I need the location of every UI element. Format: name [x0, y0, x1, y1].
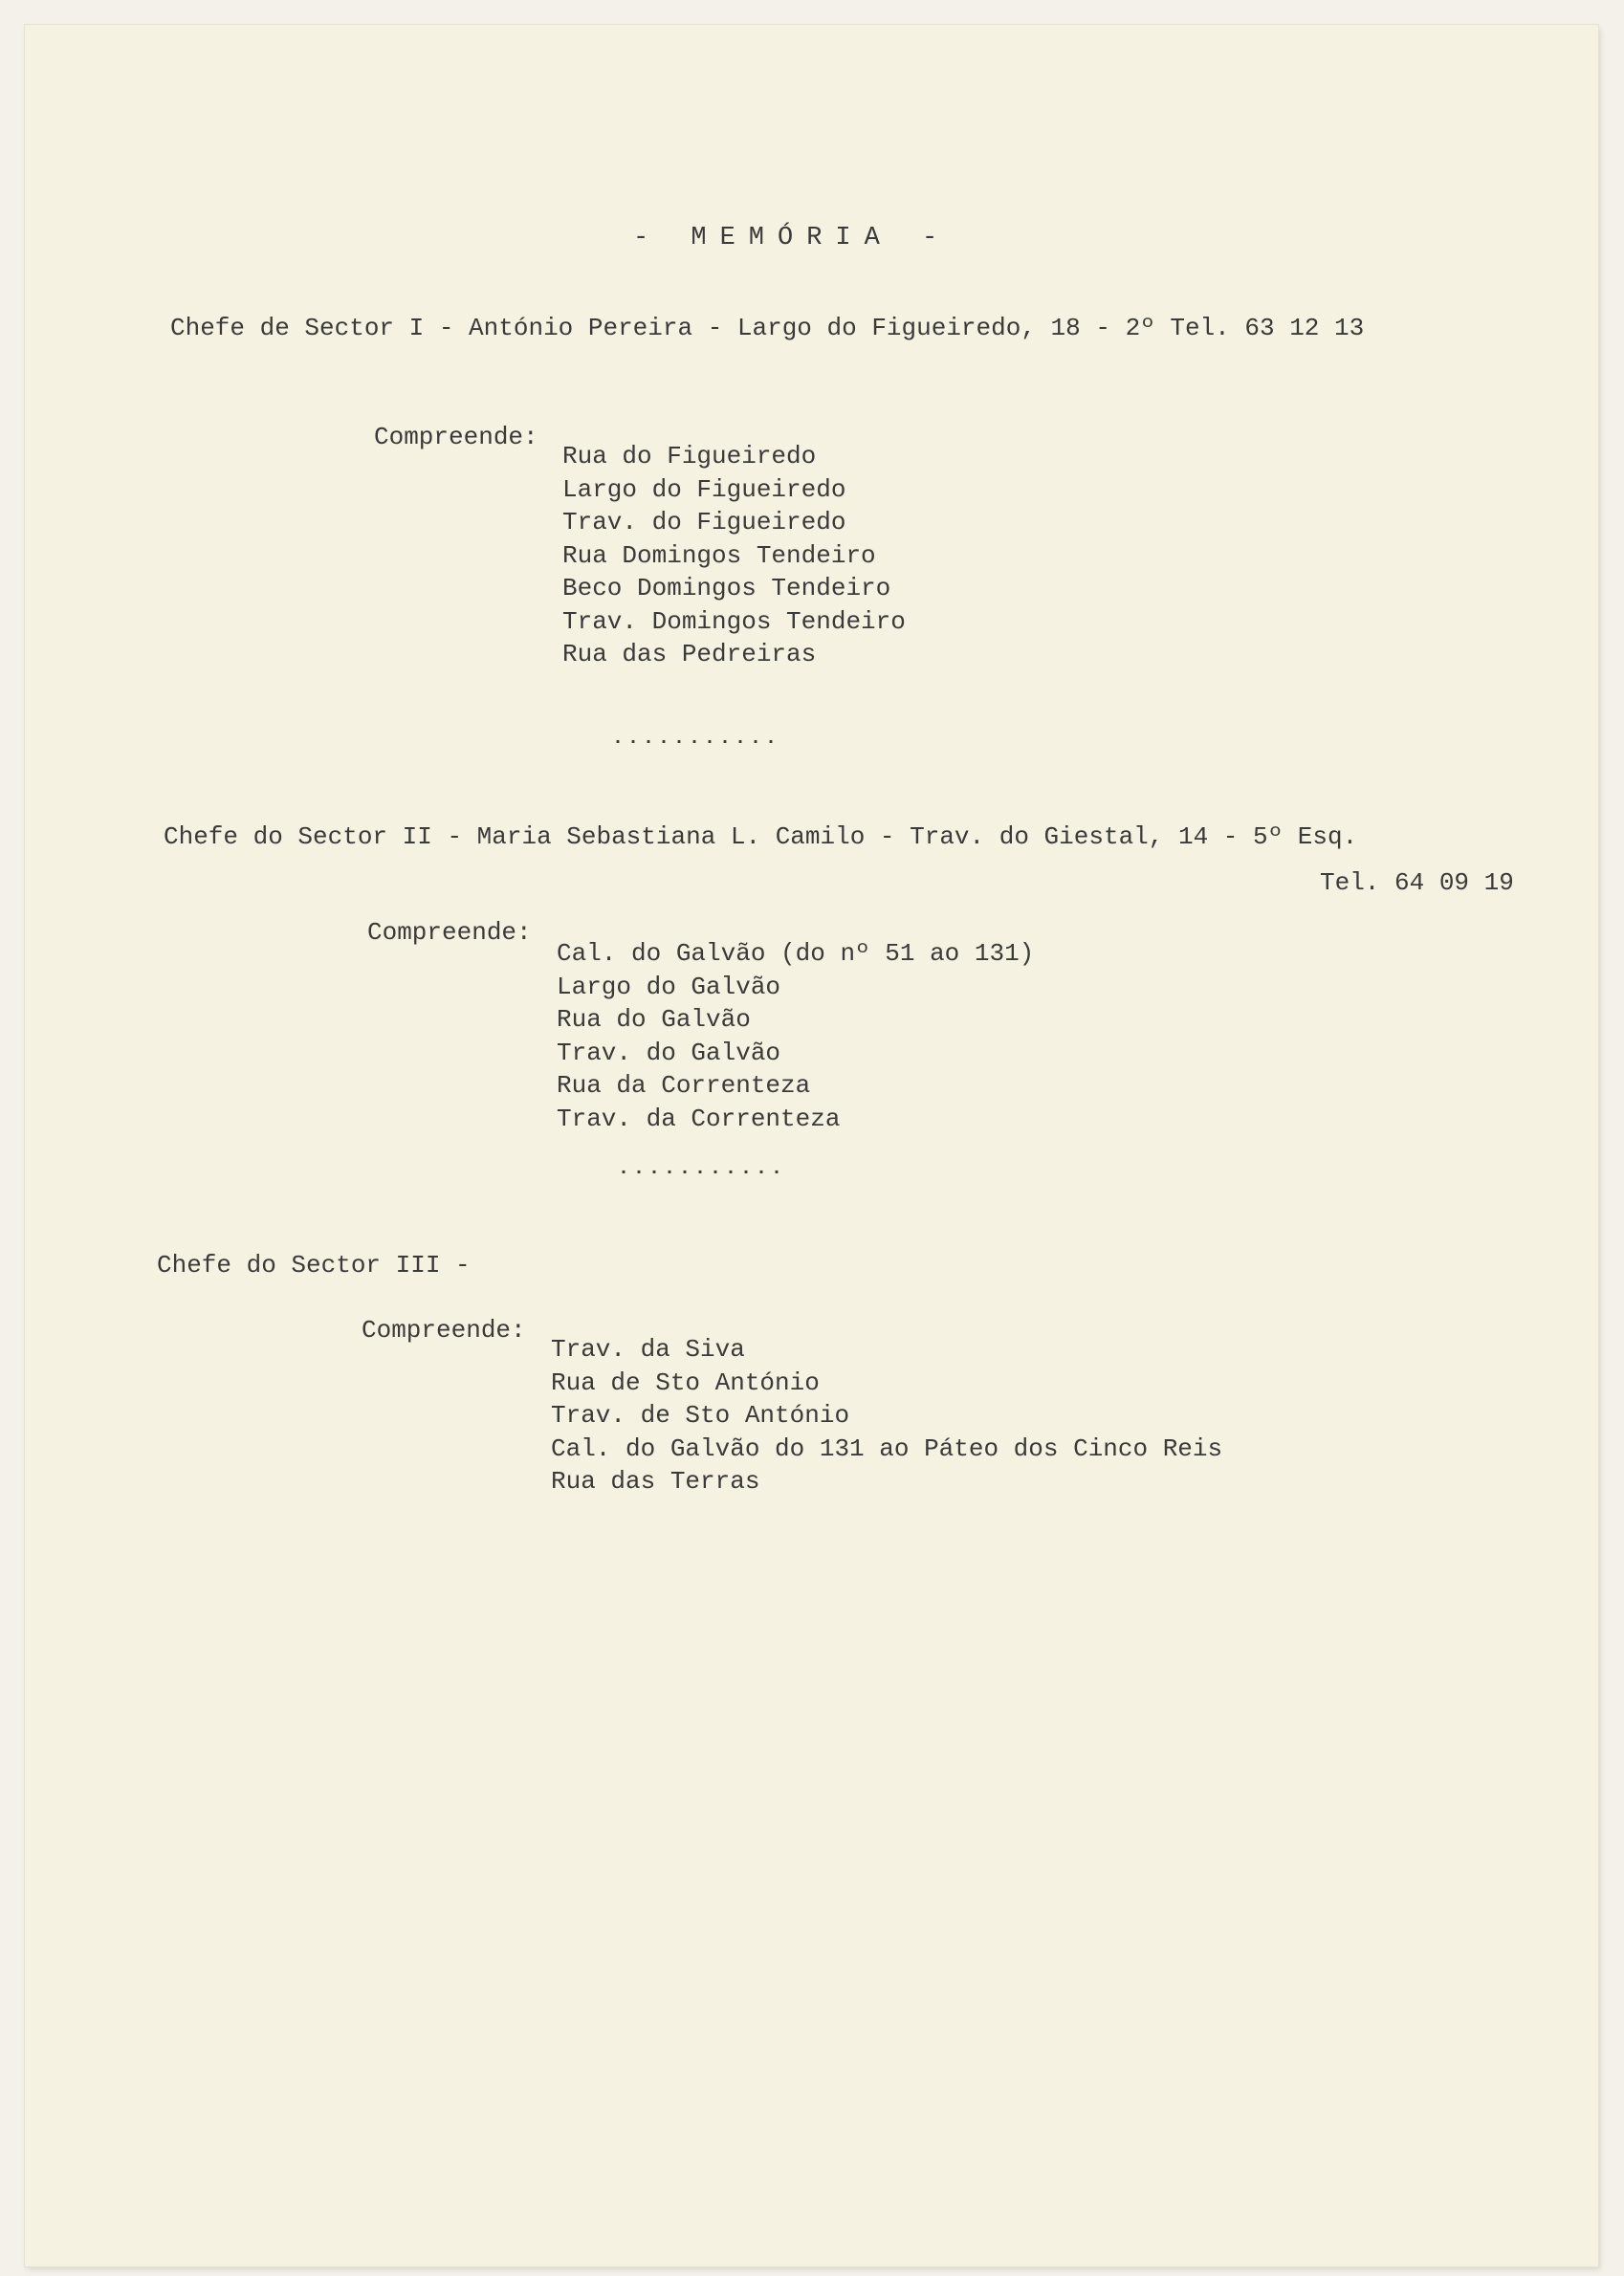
list-item: Rua das Pedreiras	[562, 640, 817, 668]
list-item: Trav. da Siva	[551, 1335, 745, 1364]
list-item: Cal. do Galvão do 131 ao Páteo dos Cinco Reis	[551, 1433, 1223, 1463]
sector-2-tel: Tel. 64 09 19	[1320, 868, 1514, 897]
list-item: Trav. Domingos Tendeiro	[562, 606, 906, 636]
list-item: Trav. da Correnteza	[557, 1104, 841, 1133]
list-item: Cal. do Galvão (do nº 51 ao 131)	[557, 939, 1035, 968]
sector-2-header: Chefe do Sector II - Maria Sebastiana L. Camilo - Trav. do Giestal, 14 - 5º Esq.	[164, 822, 1358, 851]
list-item: Rua do Figueiredo	[562, 442, 817, 471]
list-item: Largo do Figueiredo	[562, 474, 846, 504]
sector-2-street-list	[557, 937, 1034, 1135]
sector-1-compreende-label: Compreende:	[374, 423, 538, 451]
list-item: Trav. do Figueiredo	[562, 508, 846, 536]
sector-3-compreende-label: Compreende:	[362, 1316, 526, 1345]
section-separator: ...........	[612, 728, 781, 750]
sector-3-street-list	[551, 1333, 1222, 1499]
list-item: Beco Domingos Tendeiro	[562, 574, 891, 602]
sector-1-header: Chefe de Sector I - António Pereira - Largo do Figueiredo, 18 - 2º Tel. 63 12 13	[170, 314, 1365, 342]
sector-3-header: Chefe do Sector III -	[157, 1251, 471, 1280]
document-title: - MEMÓRIA -	[633, 224, 952, 252]
list-item: Largo do Galvão	[557, 972, 781, 1001]
list-item: Trav. do Galvão	[557, 1038, 781, 1067]
section-separator: ...........	[618, 1158, 787, 1180]
document-page	[25, 25, 1598, 2266]
sector-2-compreende-label: Compreende:	[367, 918, 532, 947]
list-item: Trav. de Sto António	[551, 1401, 850, 1430]
sector-1-street-list	[562, 440, 906, 671]
list-item: Rua de Sto António	[551, 1368, 820, 1397]
list-item: Rua da Correnteza	[557, 1071, 811, 1100]
list-item: Rua do Galvão	[557, 1005, 751, 1034]
list-item: Rua das Terras	[551, 1467, 760, 1496]
list-item: Rua Domingos Tendeiro	[562, 540, 876, 570]
